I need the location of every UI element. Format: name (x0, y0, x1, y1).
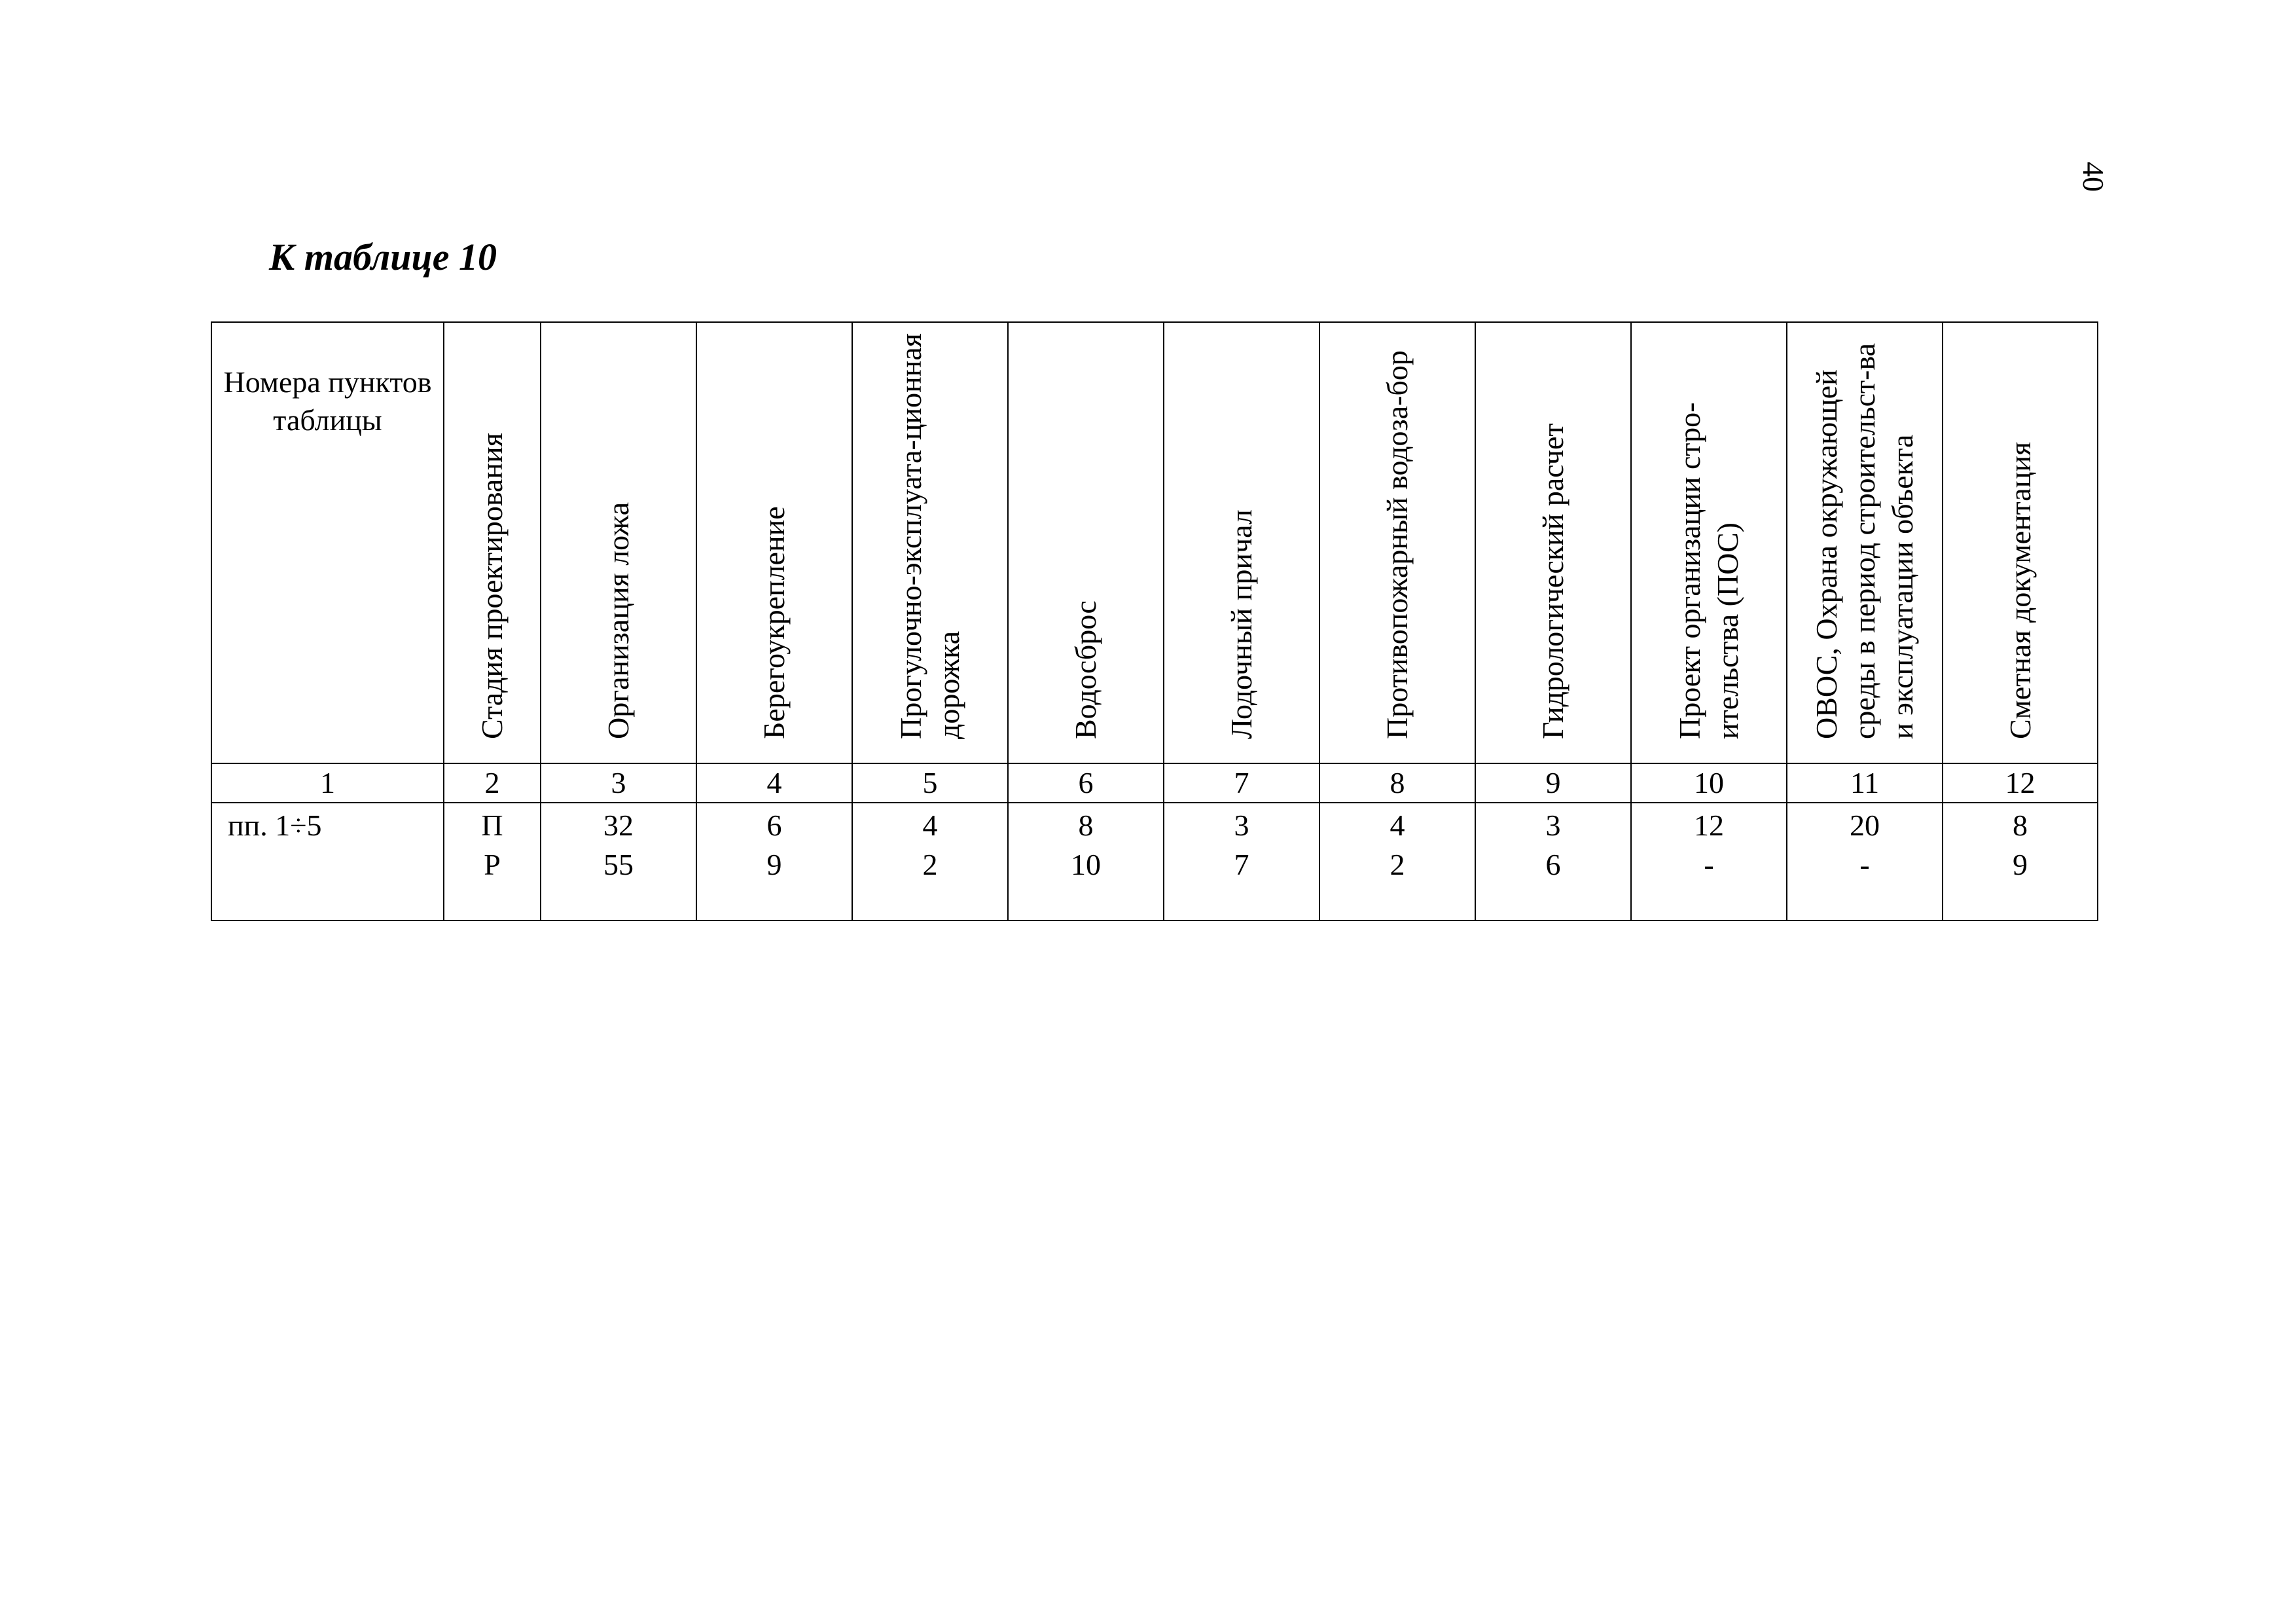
header-row (211, 322, 2098, 763)
column-number: 10 (1631, 763, 1787, 803)
cell-value: 8 (2013, 809, 2028, 842)
value-cell (1943, 803, 2098, 921)
cell-value: 4 (922, 809, 938, 842)
value-cell (852, 803, 1008, 921)
value-cell (1319, 803, 1475, 921)
header-label-hydro: Гидрологический расчет (1536, 423, 1570, 739)
header-cell-points (211, 322, 444, 763)
value-cell (696, 803, 852, 921)
header-label-pos: Проект организации стро-ительства (ПОС) (1673, 402, 1744, 739)
column-number: 9 (1475, 763, 1631, 803)
data-table (211, 321, 2098, 921)
header-label-pier: Лодочный причал (1225, 509, 1258, 739)
cell-value: 8 (1078, 809, 1094, 842)
header-cell-stage (444, 322, 541, 763)
table-row (211, 803, 2098, 921)
cell-value: 2 (922, 848, 938, 881)
stage-value: П (481, 809, 503, 842)
header-cell-hydro (1475, 322, 1631, 763)
header-cell-fire-intake (1319, 322, 1475, 763)
column-number: 5 (852, 763, 1008, 803)
header-label-spillway: Водосброс (1069, 600, 1102, 739)
column-number: 4 (696, 763, 852, 803)
header-label-stage: Стадия проектирования (475, 433, 509, 739)
cell-value: 7 (1234, 848, 1249, 881)
column-number: 2 (444, 763, 541, 803)
column-number: 7 (1164, 763, 1319, 803)
value-cell (541, 803, 696, 921)
column-number: 8 (1319, 763, 1475, 803)
header-label-ovos: ОВОС, Охрана окружающей среды в период строительст-ва и эксплуатации объекта (1810, 342, 1919, 739)
column-number: 11 (1787, 763, 1943, 803)
table-caption: К таблице 10 (269, 236, 497, 278)
stage-value: Р (484, 848, 501, 881)
cell-value: 32 (603, 809, 634, 842)
page-number: 40 (2077, 162, 2110, 192)
points-cell (211, 803, 444, 921)
header-label-fire-intake: Противопожарный водоза-бор (1380, 350, 1414, 739)
column-number: 12 (1943, 763, 2098, 803)
header-label-estimate: Сметная документация (2003, 441, 2037, 739)
column-number: 3 (541, 763, 696, 803)
cell-value: 6 (1545, 848, 1561, 881)
header-cell-pier (1164, 322, 1319, 763)
cell-value: 20 (1850, 809, 1880, 842)
header-cell-path (852, 322, 1008, 763)
cell-value: 12 (1694, 809, 1724, 842)
cell-value: 9 (766, 848, 782, 881)
value-cell (1787, 803, 1943, 921)
column-number: 6 (1008, 763, 1164, 803)
header-cell-bank (696, 322, 852, 763)
header-cell-bed (541, 322, 696, 763)
cell-value: 3 (1545, 809, 1561, 842)
cell-value: 3 (1234, 809, 1249, 842)
cell-value: 55 (603, 848, 634, 881)
header-cell-ovos (1787, 322, 1943, 763)
points-value: пп. 1÷5 (228, 809, 322, 842)
cell-value: 10 (1071, 848, 1101, 881)
header-label-bed: Организация ложа (601, 501, 635, 739)
column-number: 1 (211, 763, 444, 803)
header-points-label: Номера пунктов таблицы (223, 365, 432, 437)
cell-value: - (1704, 848, 1714, 881)
header-label-bank: Берегоукрепление (757, 506, 791, 739)
header-cell-spillway (1008, 322, 1164, 763)
value-cell (1475, 803, 1631, 921)
cell-value: - (1859, 848, 1870, 881)
cell-value: 4 (1390, 809, 1405, 842)
value-cell (1008, 803, 1164, 921)
header-label-path: Прогулочно-эксплуата-ционная дорожка (894, 333, 965, 739)
header-cell-estimate (1943, 322, 2098, 763)
value-cell (1631, 803, 1787, 921)
cell-value: 2 (1390, 848, 1405, 881)
column-number-row (211, 763, 2098, 803)
cell-value: 9 (2013, 848, 2028, 881)
cell-value: 6 (766, 809, 782, 842)
value-cell (1164, 803, 1319, 921)
stage-cell (444, 803, 541, 921)
header-cell-pos (1631, 322, 1787, 763)
